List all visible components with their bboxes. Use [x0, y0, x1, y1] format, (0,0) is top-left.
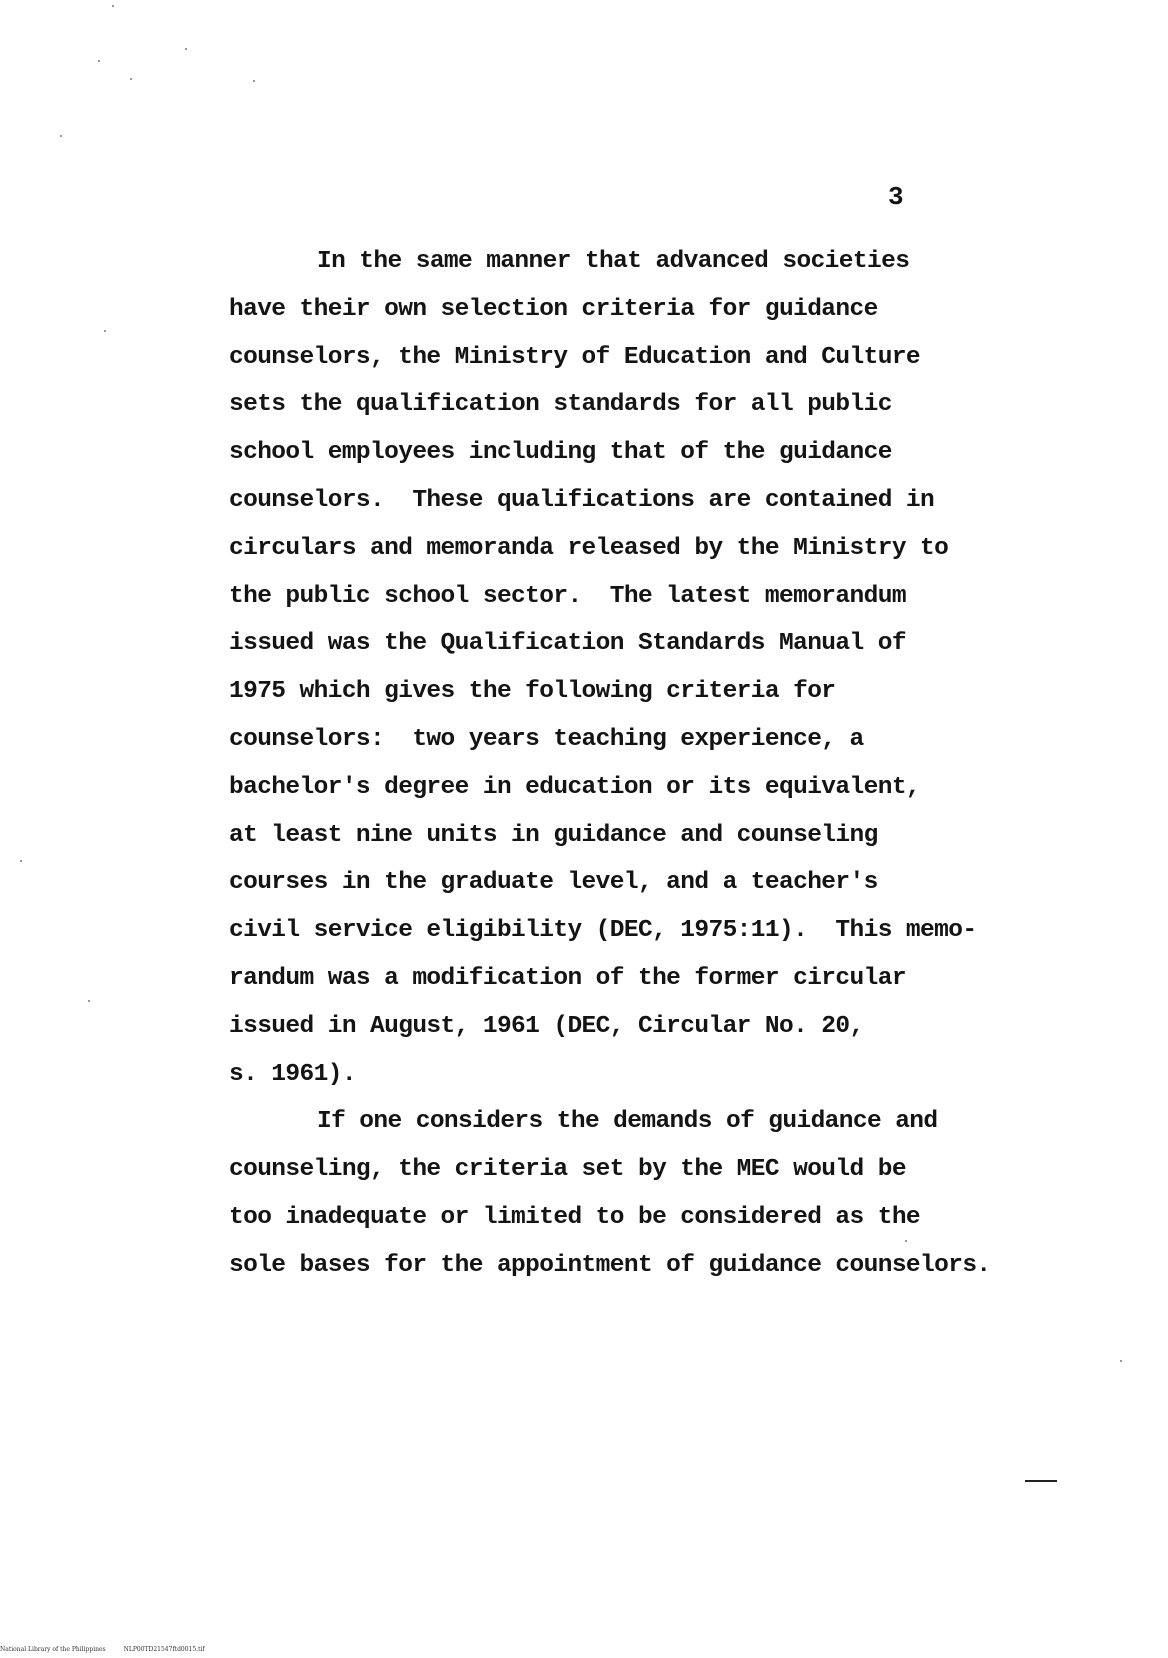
text-line: school employees including that of the guidance [229, 439, 892, 467]
scan-mark [1025, 1480, 1057, 1482]
scan-speck [905, 1240, 907, 1242]
scan-speck [112, 5, 114, 7]
text-line: 1975 which gives the following criteria for [229, 678, 836, 706]
paragraph-2 [229, 1098, 1129, 1289]
archive-footer [0, 1646, 205, 1653]
text-line: In the same manner that advanced societies [317, 248, 910, 275]
text-line: counselors. These qualifications are contained in [229, 486, 935, 514]
body-text [229, 238, 1129, 1290]
scan-speck [20, 860, 22, 862]
footer-institution: National Library of the Philippines [0, 1646, 106, 1653]
text-line: sole bases for the appointment of guidance counselors. [229, 1251, 991, 1279]
text-line: counseling, the criteria set by the MEC would be [229, 1156, 906, 1184]
text-line: If one considers the demands of guidance and [317, 1108, 938, 1136]
text-line: bachelor's degree in education or its equivalent, [229, 773, 921, 801]
text-line: circulars and memoranda released by the Ministry to [229, 534, 949, 562]
footer-file-name: NLP00TD21547ftd0015.tif [123, 1646, 205, 1653]
text-line: s. 1961). [229, 1060, 356, 1088]
text-line: issued was the Qualification Standards Manual of [229, 630, 906, 658]
text-line: civil service eligibility (DEC, 1975:11). This memo- [229, 917, 977, 945]
text-line: counselors: two years teaching experience, a [229, 725, 864, 753]
paragraph-1 [229, 238, 1129, 1098]
text-line: courses in the graduate level, and a teacher's [229, 869, 878, 897]
scan-speck [130, 78, 132, 80]
text-line: issued in August, 1961 (DEC, Circular No. 20, [229, 1012, 864, 1040]
text-line: at least nine units in guidance and counseling [229, 821, 878, 849]
text-line: the public school sector. The latest memorandum [229, 582, 906, 610]
scan-speck [60, 135, 62, 137]
text-line: have their own selection criteria for guidance [229, 295, 878, 323]
scan-speck [253, 80, 255, 82]
text-line: too inadequate or limited to be considered as the [229, 1203, 921, 1231]
scan-speck [88, 1000, 90, 1002]
text-line: randum was a modification of the former circular [229, 964, 906, 992]
text-line: counselors, the Ministry of Education and Culture [229, 343, 921, 371]
page-number: 3 [888, 182, 904, 212]
scan-speck [104, 330, 106, 332]
scan-speck [1120, 1360, 1122, 1362]
scan-speck [98, 60, 100, 62]
scan-speck [185, 48, 187, 50]
text-line: sets the qualification standards for all public [229, 391, 892, 419]
